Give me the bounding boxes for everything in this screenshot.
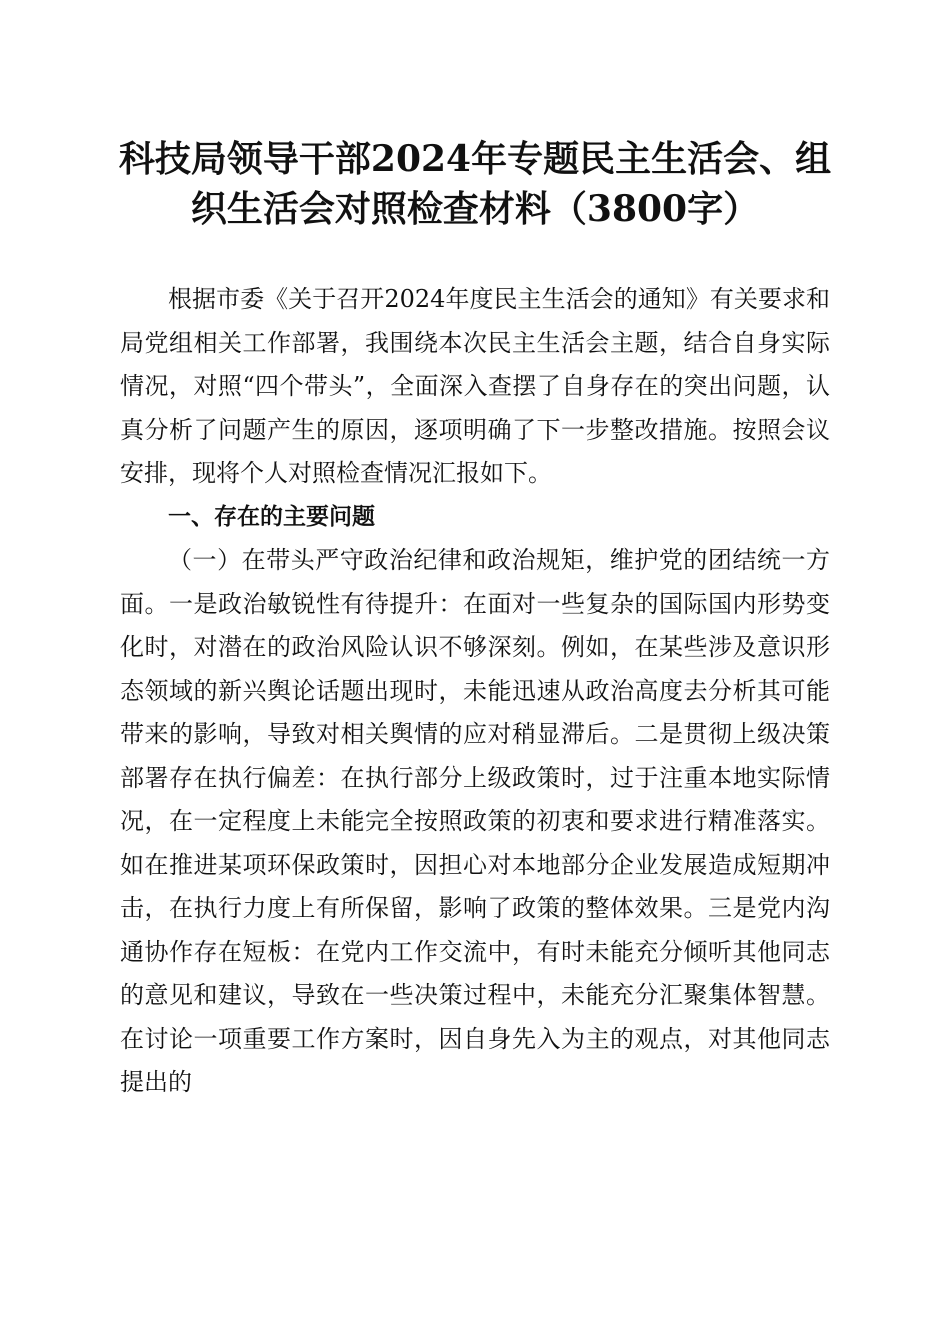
subsection-lead: （一）在带头严守政治纪律和政治规矩，维护党的团结统一方面。 — [120, 546, 830, 618]
subsection-body: 一是政治敏锐性有待提升：在面对一些复杂的国际国内形势变化时，对潜在的政治风险认识不够深刻。例如，在某些涉及意识形态领域的新兴舆论话题出现时，未能迅速从政治高度去分析其可能带来的影响，导致对相关舆情的应对稍显滞后。二是贯彻上级决策部署存在执行偏差：在执行部分上级政策时，过于注重本地实际情况，在一定程度上未能完全按照政策的初衷和要求进行精准落实。如在推进某项环保政策时，因担心对本地部分企业发展造成短期冲击，在执行力度上有所保留，影响了政策的整体效果。三是党内沟通协作存在短板：在党内工作交流中，有时未能充分倾听其他同志的意见和建议，导致在一些决策过程中，未能充分汇聚集体智慧。在讨论一项重要工作方案时，因自身先入为主的观点，对其他同志提出的 — [120, 589, 830, 1096]
subsection-paragraph — [120, 539, 830, 1105]
title-line-1: 科技局领导干部2024年专题民主生活会、组 — [118, 138, 832, 180]
document-body — [120, 278, 830, 1105]
intro-paragraph: 根据市委《关于召开2024年度民主生活会的通知》有关要求和局党组相关工作部署，我围绕本次民主生活会主题，结合自身实际情况，对照“四个带头”，全面深入查摆了自身存在的突出问题，认真分析了问题产生的原因，逐项明确了下一步整改措施。按照会议安排，现将个人对照检查情况汇报如下。 — [120, 285, 830, 487]
document-title — [110, 134, 840, 234]
title-line-2: 织生活会对照检查材料（3800字） — [190, 188, 760, 230]
section-heading: 一、存在的主要问题 — [168, 503, 375, 530]
